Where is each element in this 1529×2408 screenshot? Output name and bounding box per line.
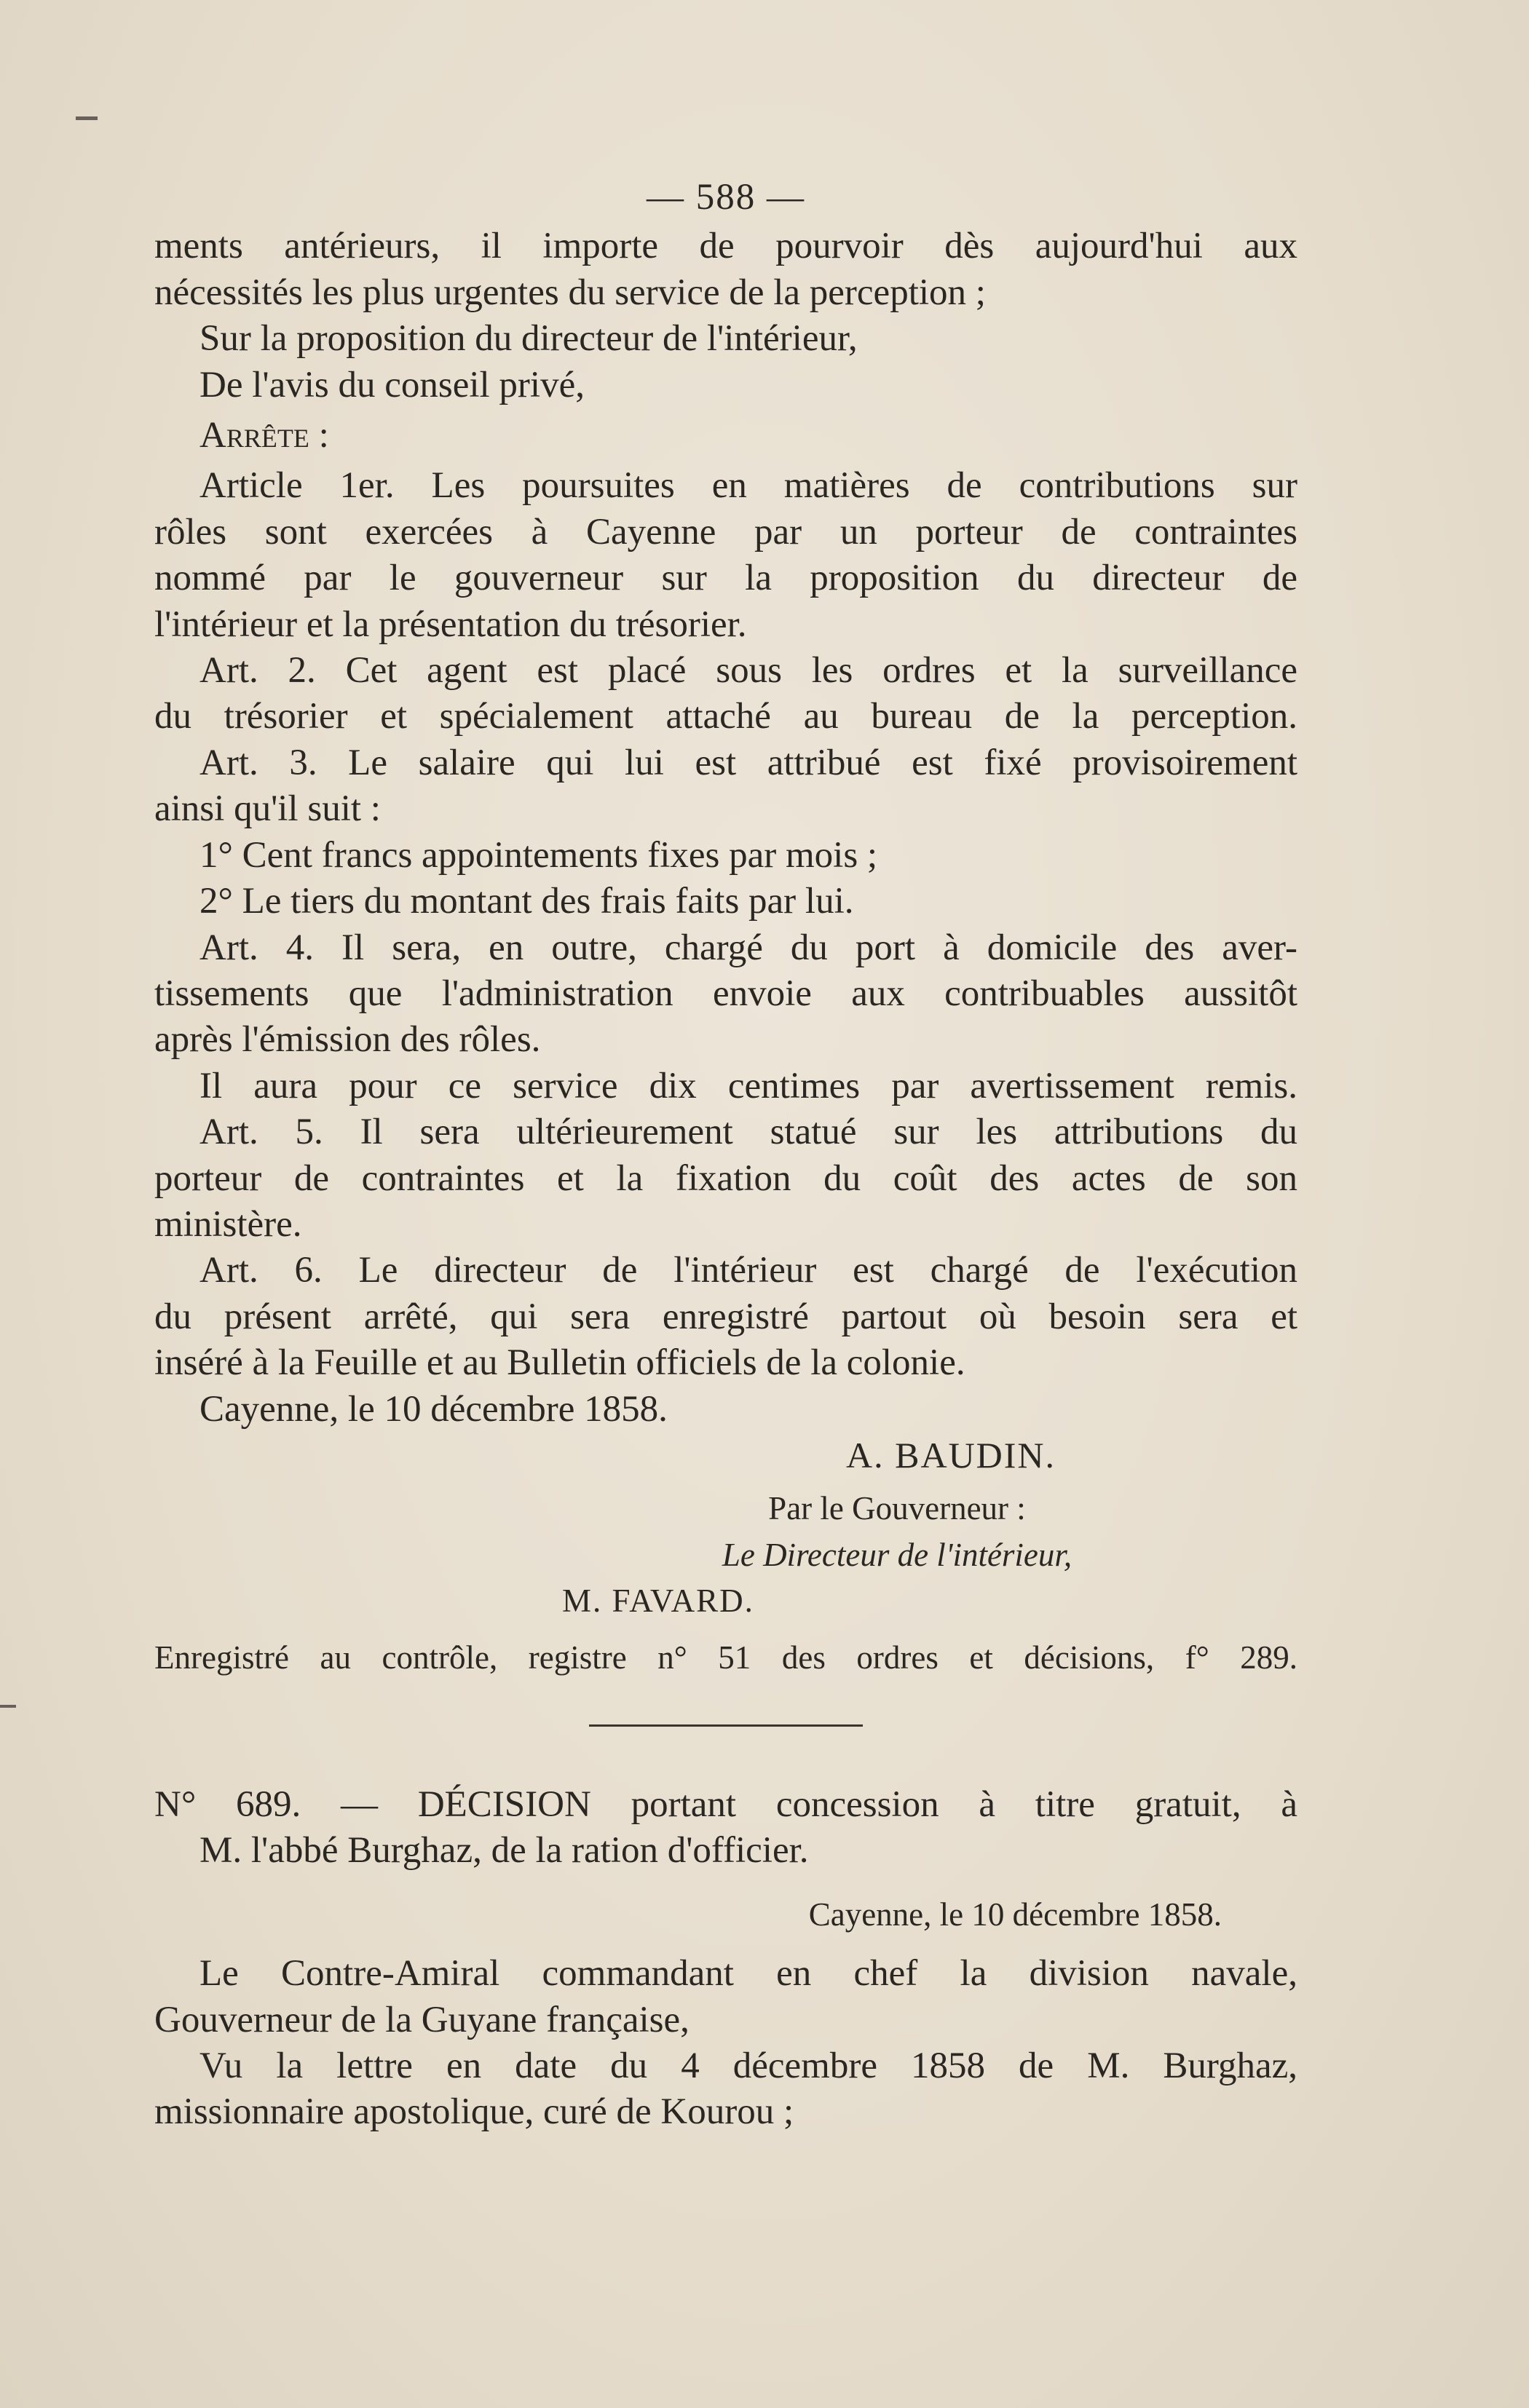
body-line: nécessités les plus urgentes du service de la perception ; bbox=[154, 272, 986, 313]
article-3: Art. 3. Le salaire qui lui est attribué est fixé provisoirement bbox=[199, 742, 1297, 783]
decision-heading bbox=[154, 1782, 1297, 1874]
signature: A. BAUDIN. bbox=[846, 1434, 1056, 1476]
decision-date: Cayenne, le 10 décembre 1858. bbox=[808, 1896, 1222, 1933]
decision-heading-line: N° 689. — DÉCISION portant concession à titre gratuit, à bbox=[154, 1784, 1297, 1825]
decision-line: Vu la lettre en date du 4 décembre 1858 de M. Burghaz, bbox=[199, 2045, 1297, 2087]
body-line: Il aura pour ce service dix centimes par avertissement remis. bbox=[199, 1065, 1297, 1106]
body-line: après l'émission des rôles. bbox=[154, 1019, 541, 1061]
article-6: Art. 6. Le directeur de l'intérieur est chargé de l'exécution bbox=[199, 1250, 1297, 1291]
decision-line: Gouverneur de la Guyane française, bbox=[154, 1999, 690, 2040]
section-divider bbox=[589, 1724, 863, 1727]
list-item: 2° Le tiers du montant des frais faits par lui. bbox=[199, 881, 854, 922]
margin-mark-bottom-left bbox=[0, 1705, 16, 1708]
body-line: rôles sont exercées à Cayenne par un porteur de contraintes bbox=[154, 511, 1297, 553]
directeur-title: Le Directeur de l'intérieur, bbox=[722, 1536, 1072, 1573]
decision-heading-line: M. l'abbé Burghaz, de la ration d'officier. bbox=[199, 1830, 809, 1872]
body-line: l'intérieur et la présentation du trésorier. bbox=[154, 603, 747, 645]
body-line: du présent arrêté, qui sera enregistré partout où besoin sera et bbox=[154, 1296, 1297, 1337]
registration-note: Enregistré au contrôle, registre n° 51 des ordres et décisions, f° 289. bbox=[154, 1639, 1297, 1676]
body-line: ainsi qu'il suit : bbox=[154, 788, 381, 830]
body-line: De l'avis du conseil privé, bbox=[199, 364, 585, 405]
body-line: inséré à la Feuille et au Bulletin officiels de la colonie. bbox=[154, 1342, 965, 1384]
text-block bbox=[154, 175, 1297, 2136]
article-5: Art. 5. Il sera ultérieurement statué sur les attributions du bbox=[199, 1112, 1297, 1153]
favard-signature: M. FAVARD. bbox=[562, 1583, 754, 1620]
page-number: — 588 — bbox=[647, 177, 805, 218]
list-item: 1° Cent francs appointements fixes par mois ; bbox=[199, 834, 878, 876]
place-date: Cayenne, le 10 décembre 1858. bbox=[199, 1388, 668, 1430]
body-line: porteur de contraintes et la fixation du coût des actes de son bbox=[154, 1157, 1297, 1199]
decision-line: missionnaire apostolique, curé de Kourou ; bbox=[154, 2091, 794, 2133]
body-line: Sur la proposition du directeur de l'intérieur, bbox=[199, 318, 858, 360]
arrete-label: Arrête : bbox=[199, 415, 329, 456]
par-le-gouverneur: Par le Gouverneur : bbox=[768, 1490, 1026, 1527]
article-2: Art. 2. Cet agent est placé sous les ordres et la surveillance bbox=[199, 650, 1297, 692]
body-line: nommé par le gouverneur sur la proposition du directeur de bbox=[154, 558, 1297, 599]
article-1: Article 1er. Les poursuites en matières de contributions sur bbox=[199, 465, 1297, 507]
body-line: ministère. bbox=[154, 1203, 302, 1245]
body-line: tissements que l'administration envoie aux contribuables aussitôt bbox=[154, 973, 1297, 1014]
margin-mark-left bbox=[76, 116, 98, 120]
body-line: du trésorier et spécialement attaché au bureau de la perception. bbox=[154, 696, 1297, 737]
article-4: Art. 4. Il sera, en outre, chargé du port à domicile des aver- bbox=[199, 927, 1297, 968]
decision-line: Le Contre-Amiral commandant en chef la division navale, bbox=[199, 1953, 1297, 1995]
body-line: ments antérieurs, il importe de pourvoir dès aujourd'hui aux bbox=[154, 226, 1297, 267]
